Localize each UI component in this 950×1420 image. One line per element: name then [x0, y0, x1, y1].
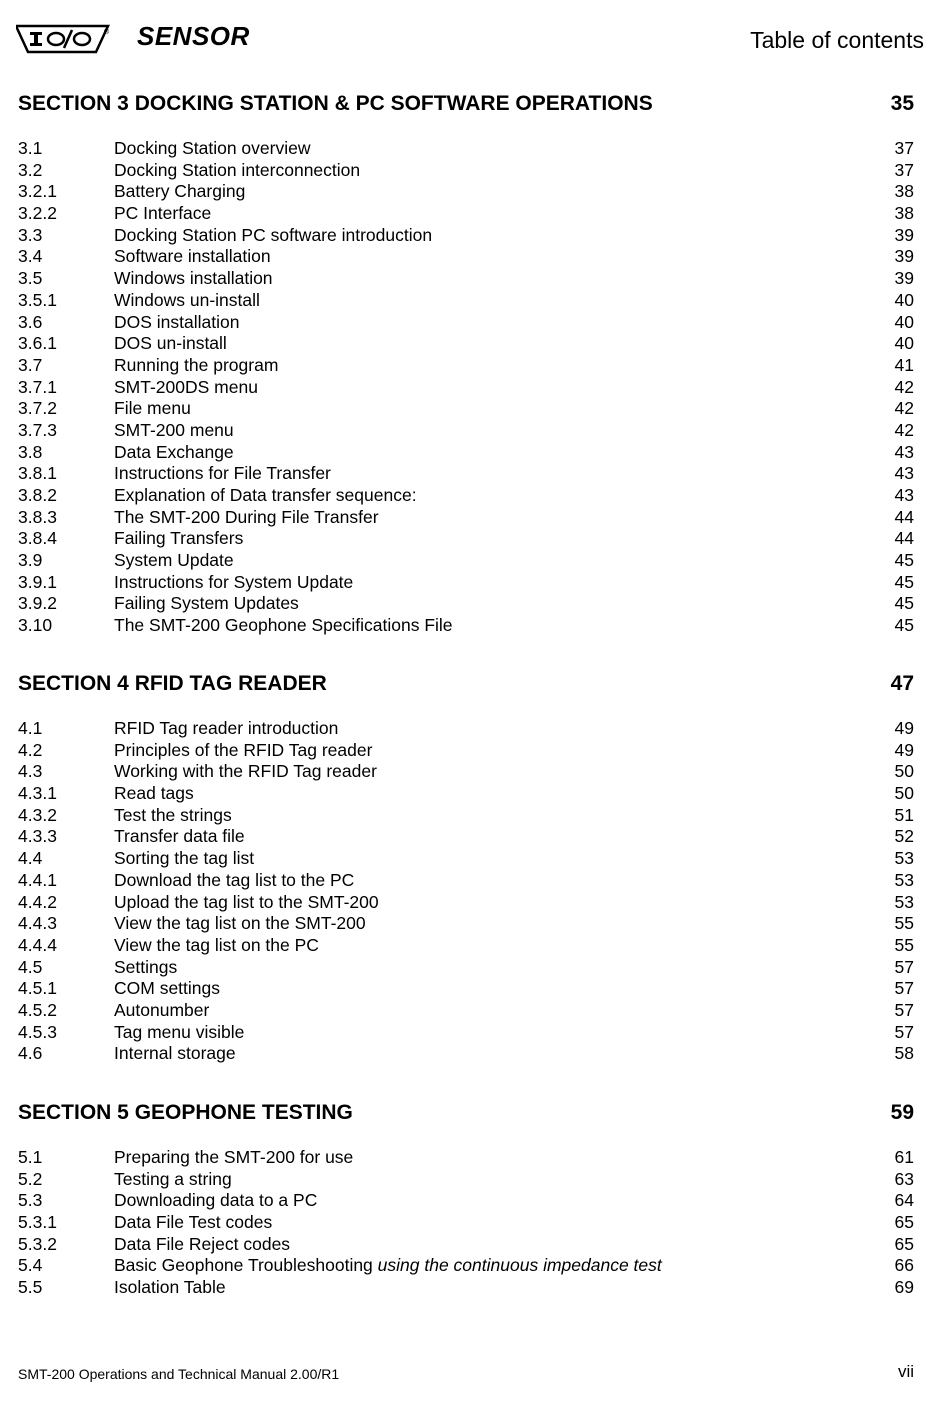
registered-mark: ®: [104, 29, 110, 36]
toc-entry-number: 3.9.1: [18, 571, 57, 592]
toc-entry[interactable]: [18, 377, 914, 399]
toc-entry-number: 3.1: [18, 138, 43, 158]
toc-entry[interactable]: [18, 848, 914, 870]
toc-entry-page: 58: [894, 1043, 914, 1064]
toc-entry[interactable]: [18, 138, 914, 160]
toc-entry-number: 4.1: [18, 718, 43, 738]
toc-entry-title-text: Data Exchange: [114, 441, 234, 462]
toc-entry-page: 37: [894, 138, 914, 158]
toc-entry-page: 43: [894, 485, 914, 505]
toc-entry-title-text: Internal storage: [114, 1043, 236, 1064]
toc-entry[interactable]: [18, 181, 914, 203]
toc-entry-title: [114, 507, 854, 529]
toc-entry[interactable]: [18, 333, 914, 355]
section-5: [18, 1101, 914, 1299]
toc-entry-number: 3.8: [18, 441, 43, 462]
toc-entry-title: [114, 913, 854, 935]
toc-entry[interactable]: [18, 290, 914, 312]
toc-entry-title-text: Settings: [114, 956, 178, 977]
toc-entry[interactable]: [18, 935, 914, 957]
toc-entry[interactable]: [18, 870, 914, 892]
toc-entry-number: 3.10: [18, 615, 53, 636]
toc-entry-number: 4.3: [18, 761, 43, 782]
toc-entry[interactable]: [18, 1234, 914, 1256]
toc-entry-number: 3.2.2: [18, 203, 57, 224]
toc-entry[interactable]: [18, 268, 914, 290]
toc-entry-page: 39: [894, 268, 914, 289]
toc-entry[interactable]: [18, 593, 914, 615]
toc-entry-number: 4.4.1: [18, 869, 57, 890]
io-logo-icon: [16, 24, 112, 54]
toc-entry-page: 38: [894, 203, 914, 224]
toc-entry-title-text: Instructions for System Update: [114, 571, 354, 592]
toc-entry-page: 42: [894, 398, 914, 419]
toc-entry-page: 38: [894, 181, 914, 202]
toc-entry-title-text: Failing System Updates: [114, 593, 299, 614]
toc-entry-title-text: Autonumber: [114, 999, 210, 1020]
toc-entry-page: 40: [894, 289, 914, 310]
toc-entry-title: [114, 398, 854, 420]
toc-entry-title: [114, 312, 854, 334]
toc-entry-title-italic: using the continuous impedance test: [377, 1255, 662, 1276]
toc-entry-title: [114, 870, 854, 892]
toc-entry-title: [114, 138, 854, 160]
toc-entry-title: [114, 718, 854, 740]
toc-entry-title-text: Explanation of Data transfer sequence:: [114, 485, 417, 505]
toc-entry-title-text: Downloading data to a PC: [114, 1190, 318, 1211]
toc-entry[interactable]: [18, 203, 914, 225]
toc-entry-page: 45: [894, 550, 914, 571]
toc-entry-title: [114, 957, 854, 979]
toc-entry-title: [114, 826, 854, 848]
toc-entry-title-text: Isolation Table: [114, 1277, 226, 1298]
toc-entry-page: 41: [894, 354, 914, 375]
toc-entry-page: 69: [894, 1277, 914, 1298]
toc-entry[interactable]: [18, 957, 914, 979]
toc-entry[interactable]: [18, 1043, 914, 1065]
toc-entry-title: [114, 593, 854, 615]
toc-entry-page: 44: [894, 506, 914, 527]
toc-entry-page: 49: [894, 739, 914, 760]
toc-entry-title: [114, 420, 854, 442]
toc-entry[interactable]: [18, 1277, 914, 1299]
toc-entry[interactable]: [18, 978, 914, 1000]
toc-entry[interactable]: [18, 550, 914, 572]
toc-entry-title-text: Software installation: [114, 246, 271, 267]
toc-entry-page: 42: [894, 419, 914, 440]
toc-entry-page: 57: [894, 956, 914, 977]
section-title: SECTION 5 GEOPHONE TESTING: [18, 1101, 353, 1124]
toc-entry-page: 45: [894, 571, 914, 592]
toc-entry-title-text: DOS un-install: [114, 333, 227, 354]
toc-entry-title: [114, 160, 854, 182]
toc-entry-title-text: Docking Station PC software introduction: [114, 224, 433, 245]
toc-entry-title-text: RFID Tag reader introduction: [114, 718, 339, 738]
toc-entry-number: 3.6: [18, 311, 43, 332]
toc-entry-page: 40: [894, 311, 914, 332]
toc-entry-title-text: DOS installation: [114, 311, 240, 332]
toc-entry-page: 51: [894, 804, 914, 825]
toc-entry-page: 61: [894, 1147, 914, 1167]
toc-entry-page: 49: [894, 718, 914, 738]
toc-entry-number: 5.4: [18, 1255, 43, 1276]
toc-entry-title-text: SMT-200 menu: [114, 419, 234, 440]
toc-entry-number: 3.7: [18, 354, 43, 375]
toc-entry-number: 5.3: [18, 1190, 43, 1211]
toc-entry-title-text: View the tag list on the PC: [114, 934, 319, 955]
toc-entry-number: 3.9: [18, 550, 43, 571]
section-title: SECTION 4 RFID TAG READER: [18, 672, 327, 695]
toc-entry-title-text: Running the program: [114, 354, 279, 375]
toc-entry-title: [114, 290, 854, 312]
section-4: [18, 672, 914, 1065]
toc-entry[interactable]: [18, 420, 914, 442]
section-page: 47: [890, 672, 914, 695]
toc-entry-title-text: Tag menu visible: [114, 1021, 245, 1042]
toc-entry-title: [114, 978, 854, 1000]
toc-entry-number: 3.8.4: [18, 528, 57, 549]
toc-entry-page: 45: [894, 593, 914, 614]
section-heading[interactable]: [18, 92, 914, 122]
toc-entry-title: [114, 377, 854, 399]
toc-entry-title: [114, 225, 854, 247]
toc-entry-title-text: Testing a string: [114, 1168, 232, 1189]
toc-entry-title-text: Docking Station overview: [114, 138, 311, 158]
toc-entry-number: 3.4: [18, 246, 43, 267]
toc-entry-title-text: PC Interface: [114, 203, 212, 224]
toc-entry-page: 64: [894, 1190, 914, 1211]
section-heading[interactable]: [18, 672, 914, 702]
toc-entry-title: [114, 1255, 854, 1277]
toc-entry-title-text: Preparing the SMT-200 for use: [114, 1147, 354, 1167]
toc-entry-title: [114, 355, 854, 377]
toc-entry[interactable]: [18, 528, 914, 550]
toc-entry-title-text: Battery Charging: [114, 181, 246, 202]
toc-entry-page: 53: [894, 891, 914, 912]
toc-entry[interactable]: [18, 507, 914, 529]
toc-entry-page: 45: [894, 615, 914, 636]
toc-entry[interactable]: [18, 1000, 914, 1022]
toc-entry-number: 5.3.1: [18, 1212, 57, 1233]
toc-entry[interactable]: [18, 246, 914, 268]
toc-entry-number: 3.8.1: [18, 463, 57, 484]
toc-entry-page: 57: [894, 1021, 914, 1042]
toc-entry-number: 3.3: [18, 224, 43, 245]
toc-entry-title: [114, 1043, 854, 1065]
toc-entry-title: [114, 528, 854, 550]
toc-entry-page: 50: [894, 761, 914, 782]
toc-entry-page: 65: [894, 1233, 914, 1254]
toc-entry-page: 39: [894, 224, 914, 245]
toc-entry-title: [114, 1169, 854, 1191]
toc-entry-title-text: System Update: [114, 550, 234, 571]
toc-entry-page: 42: [894, 376, 914, 397]
toc-entry[interactable]: [18, 355, 914, 377]
section-heading[interactable]: [18, 1101, 914, 1131]
toc-entry-title-text: COM settings: [114, 978, 220, 999]
toc-entry[interactable]: [18, 892, 914, 914]
toc-entry-number: 5.3.2: [18, 1233, 57, 1254]
toc-entry-page: 43: [894, 441, 914, 462]
toc-entry-page: 57: [894, 978, 914, 999]
toc-entry-number: 4.6: [18, 1043, 43, 1064]
toc-entry-title-text: Basic Geophone Troubleshooting: [114, 1255, 373, 1276]
toc-entry-title: [114, 442, 854, 464]
doc-title: Table of contents: [750, 27, 924, 53]
toc-entry-number: 4.5.1: [18, 978, 57, 999]
toc-entry-title: [114, 203, 854, 225]
brand-name: SENSOR: [137, 21, 250, 51]
toc-entry-title: [114, 892, 854, 914]
toc-entry-page: 57: [894, 999, 914, 1020]
toc-entry-title-text: File menu: [114, 398, 191, 419]
toc-entry-title-text: Windows installation: [114, 268, 273, 289]
toc-entry-title: [114, 761, 854, 783]
section-title: SECTION 3 DOCKING STATION & PC SOFTWARE OPERATIONS: [18, 92, 653, 115]
toc-entry-title: [114, 463, 854, 485]
toc-entry[interactable]: [18, 572, 914, 594]
toc-entry-number: 4.4.3: [18, 913, 57, 934]
toc-entry-page: 53: [894, 869, 914, 890]
toc-entry[interactable]: [18, 718, 914, 740]
toc-entry-number: 3.7.2: [18, 398, 57, 419]
toc-entry[interactable]: [18, 783, 914, 805]
toc-entry-page: 50: [894, 783, 914, 804]
toc-entry-number: 4.2: [18, 739, 43, 760]
toc-entry-title-text: Windows un-install: [114, 289, 260, 310]
toc-entry-number: 3.7.1: [18, 376, 57, 397]
toc-entry-number: 4.3.1: [18, 783, 57, 804]
toc-entry[interactable]: [18, 615, 914, 637]
toc-entries: [18, 1147, 914, 1299]
toc-entries: [18, 718, 914, 1065]
section-page: 35: [890, 92, 914, 115]
toc-entry[interactable]: [18, 1190, 914, 1212]
toc-entry-title-text: Docking Station interconnection: [114, 159, 361, 180]
toc-entry-number: 5.2: [18, 1168, 43, 1189]
toc-entry-title-text: Upload the tag list to the SMT-200: [114, 891, 379, 912]
toc-entry-number: 4.5.2: [18, 999, 57, 1020]
toc-entry-title: [114, 550, 854, 572]
toc-entry[interactable]: [18, 442, 914, 464]
toc-entry-number: 4.3.3: [18, 826, 57, 847]
toc-entry-title: [114, 1147, 854, 1169]
toc-entry-title: [114, 485, 854, 507]
toc-entry[interactable]: [18, 485, 914, 507]
toc-entry-number: 4.5.3: [18, 1021, 57, 1042]
toc-entry-title-text: Download the tag list to the PC: [114, 869, 355, 890]
toc-entry-title: [114, 848, 854, 870]
footer-manual-title: SMT-200 Operations and Technical Manual 2.00/R1: [18, 1366, 340, 1382]
toc-entry-number: 4.5: [18, 956, 43, 977]
toc-entry-title-text: Test the strings: [114, 804, 232, 825]
toc-entry-title: [114, 1234, 854, 1256]
toc-entry-number: 3.5: [18, 268, 43, 289]
toc-entry-title: [114, 1212, 854, 1234]
toc-entry-title-text: Read tags: [114, 783, 194, 804]
toc-entry-number: 3.8.2: [18, 485, 57, 505]
toc-entry-title: [114, 181, 854, 203]
toc-entry-number: 3.2.1: [18, 181, 57, 202]
toc-entry-title-text: Working with the RFID Tag reader: [114, 761, 377, 782]
toc-entry-title: [114, 1190, 854, 1212]
toc-entry-number: 3.9.2: [18, 593, 57, 614]
toc-entry[interactable]: [18, 463, 914, 485]
toc-entry-page: 53: [894, 848, 914, 869]
toc-entry-number: 3.2: [18, 159, 43, 180]
toc-entry-title: [114, 805, 854, 827]
toc-entry-page: 55: [894, 934, 914, 955]
toc-entry-number: 5.1: [18, 1147, 43, 1167]
toc-entry-title-text: Data File Test codes: [114, 1212, 273, 1233]
toc-entry[interactable]: [18, 913, 914, 935]
toc-entry[interactable]: [18, 1022, 914, 1044]
section-3: [18, 92, 914, 637]
toc-entry-page: 44: [894, 528, 914, 549]
toc-entry[interactable]: [18, 826, 914, 848]
toc-entry-title: [114, 1277, 854, 1299]
toc-entry[interactable]: [18, 398, 914, 420]
toc-entry-number: 3.5.1: [18, 289, 57, 310]
toc-entry-title: [114, 783, 854, 805]
toc-entry-page: 55: [894, 913, 914, 934]
toc-entry-page: 39: [894, 246, 914, 267]
toc-entry-title: [114, 1022, 854, 1044]
toc-entry-title-text: Principles of the RFID Tag reader: [114, 739, 373, 760]
toc-entry-title-text: Failing Transfers: [114, 528, 244, 549]
toc-entry-title: [114, 1000, 854, 1022]
section-page: 59: [890, 1101, 914, 1124]
toc-entry-title: [114, 333, 854, 355]
toc-entry-title: [114, 615, 854, 637]
toc-entry-number: 4.4: [18, 848, 43, 869]
toc-entry-title-text: View the tag list on the SMT-200: [114, 913, 366, 934]
toc-entry[interactable]: [18, 1169, 914, 1191]
toc-entry-number: 3.8.3: [18, 506, 57, 527]
toc-entry-number: 4.4.2: [18, 891, 57, 912]
toc-entry-title-text: Sorting the tag list: [114, 848, 255, 869]
toc-entry-page: 66: [894, 1255, 914, 1276]
toc-entry[interactable]: [18, 740, 914, 762]
toc-entry-number: 3.6.1: [18, 333, 57, 354]
page-footer: [18, 1362, 914, 1382]
toc-entry-title: [114, 740, 854, 762]
toc-entry-page: 37: [894, 159, 914, 180]
toc-entry-title-text: Transfer data file: [114, 826, 245, 847]
toc-entry-page: 63: [894, 1168, 914, 1189]
toc-entry[interactable]: [18, 1212, 914, 1234]
toc-entry-title: [114, 268, 854, 290]
toc-entry[interactable]: [18, 761, 914, 783]
toc-entry-title-text: The SMT-200 Geophone Specifications File: [114, 615, 453, 636]
toc-entry-title-text: Data File Reject codes: [114, 1233, 291, 1254]
toc-entry[interactable]: [18, 225, 914, 247]
toc-entry[interactable]: [18, 160, 914, 182]
toc-entry-title-text: SMT-200DS menu: [114, 376, 258, 397]
page-header: [0, 0, 950, 70]
toc-entry-title: [114, 572, 854, 594]
toc-entry-number: 3.7.3: [18, 419, 57, 440]
toc-entry[interactable]: [18, 1255, 914, 1277]
toc-entry[interactable]: [18, 312, 914, 334]
toc-entry-page: 65: [894, 1212, 914, 1233]
toc-entry-number: 5.5: [18, 1277, 43, 1298]
toc-entries: [18, 138, 914, 637]
toc-entry-title: [114, 246, 854, 268]
toc-entry-page: 43: [894, 463, 914, 484]
toc-entry-page: 40: [894, 333, 914, 354]
toc-entry[interactable]: [18, 805, 914, 827]
toc-entry-number: 4.3.2: [18, 804, 57, 825]
toc-entry-title: [114, 935, 854, 957]
toc-entry[interactable]: [18, 1147, 914, 1169]
toc-entry-page: 52: [894, 826, 914, 847]
toc-entry-number: 4.4.4: [18, 934, 57, 955]
toc-entry-title-text: The SMT-200 During File Transfer: [114, 506, 379, 527]
footer-page-number: vii: [897, 1362, 914, 1381]
toc-entry-title-text: Instructions for File Transfer: [114, 463, 331, 484]
